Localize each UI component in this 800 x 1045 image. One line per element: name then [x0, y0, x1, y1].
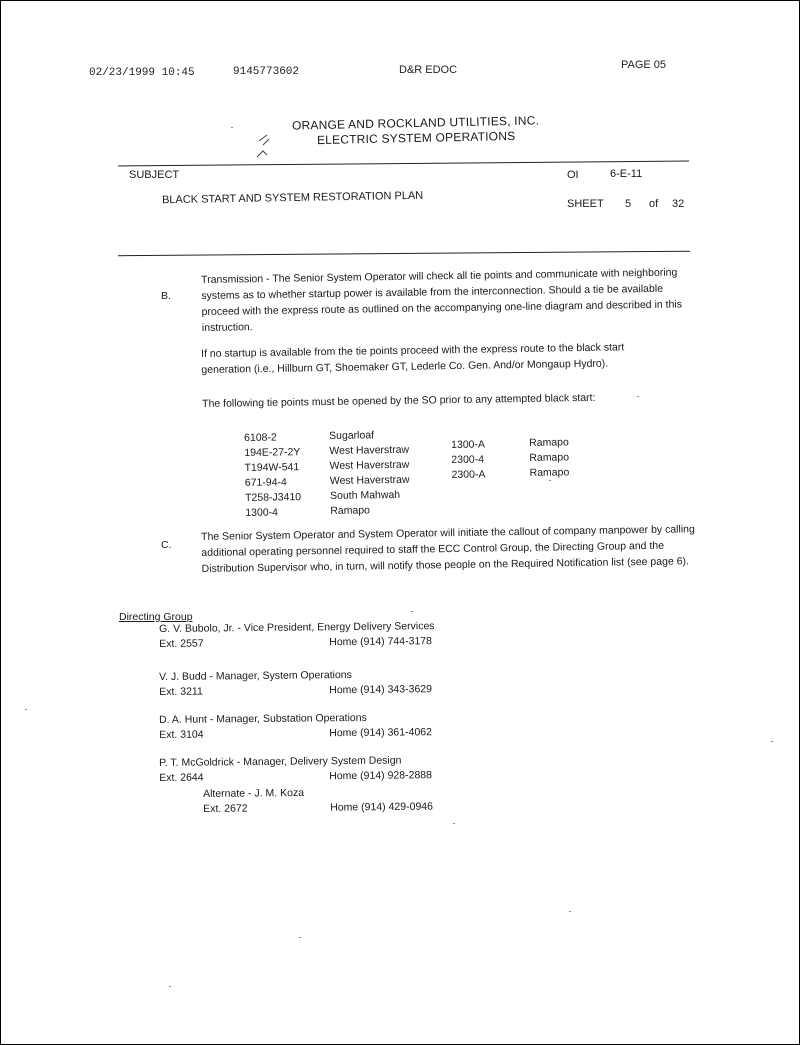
- contact-name: G. V. Bubolo, Jr. - Vice President, Energy Delivery Services: [159, 620, 435, 635]
- contact-ext: Ext. 3104: [159, 728, 204, 741]
- contact-ext: Ext. 2557: [159, 637, 204, 650]
- section-b-paragraph-1: Transmission - The Senior System Operator will check all tie points and communicate with neighboring systems as to whether startup power is available from the interconnection. Should a tie be available proceed with the express route as outlined on the accompanying one-line diagram and described in this instruction.: [201, 266, 683, 334]
- contact-budd: [159, 668, 433, 701]
- contact-ext-row: [159, 726, 433, 744]
- contact-ext-row: [159, 683, 433, 701]
- contact-mcgoldrick: [159, 754, 433, 787]
- contact-ext-row: [203, 800, 434, 818]
- tie-point-id: T194W-541: [244, 461, 300, 474]
- contact-ext: Ext. 2672: [203, 802, 248, 815]
- scan-speck: [637, 396, 639, 397]
- tie-point-id: 1300-4: [245, 506, 279, 519]
- section-c-paragraph: The Senior System Operator and System Operator will initiate the callout of company manpower by calling additional operating personnel required to staff the ECC Control Group, the Directing Group and the Distribution Supervisor who, in turn, will notify those people on the Required Notification list (see page 6).: [201, 523, 695, 575]
- contact-bubolo: [159, 620, 435, 653]
- sheet-label: SHEET: [567, 198, 604, 210]
- tie-point-id: 1300-A: [451, 438, 486, 451]
- scan-speck: [411, 611, 413, 612]
- tie-point-id: 671-94-4: [244, 476, 287, 489]
- tie-point-location: West Haverstraw: [329, 458, 410, 472]
- tie-point-location: Ramapo: [529, 436, 569, 449]
- tie-points-left-ids: [244, 430, 301, 521]
- scan-speck: [569, 911, 571, 912]
- section-b-paragraph-3: The following tie points must be opened by the SO prior to any attempted black start:: [202, 391, 596, 410]
- contact-home-phone: Home (914) 343-3629: [329, 683, 433, 697]
- contact-ext: Ext. 3211: [159, 685, 203, 698]
- header-top-rule: [118, 161, 689, 167]
- scan-speck: [25, 709, 27, 710]
- sheet-number: 5: [625, 198, 632, 210]
- tie-point-location: Sugarloaf: [329, 429, 375, 442]
- contact-home-phone: Home (914) 744-3178: [329, 635, 433, 649]
- scan-speck: [169, 986, 171, 987]
- scan-speck: [453, 823, 455, 824]
- section-b-paragraph-2: If no startup is available from the tie points proceed with the express route to the black start generation (i.e., Hillburn GT, Shoemaker GT, Lederle Co. Gen. And/or Mongaup Hydro).: [201, 341, 625, 376]
- contact-name: P. T. McGoldrick - Manager, Delivery System Design: [159, 754, 402, 769]
- contact-home-phone: Home (914) 429-0946: [330, 800, 434, 814]
- contact-name: Alternate - J. M. Koza: [203, 786, 305, 800]
- contact-name: D. A. Hunt - Manager, Substation Operations: [159, 711, 367, 726]
- tie-point-id: 2300-4: [451, 453, 485, 466]
- fax-page-number: PAGE 05: [621, 59, 667, 71]
- tie-points-right-locations: [529, 435, 569, 481]
- fax-phone: 9145773602: [233, 66, 300, 78]
- section-b-label: B.: [161, 290, 171, 302]
- tie-point-location: Ramapo: [529, 466, 570, 479]
- contact-alternate-koza: [203, 786, 434, 818]
- tie-points-right-ids: [451, 437, 486, 483]
- fax-dept: D&R EDOC: [399, 64, 458, 76]
- tie-point-location: Ramapo: [330, 504, 371, 517]
- document-title: BLACK START AND SYSTEM RESTORATION PLAN: [161, 189, 424, 207]
- scan-speck: [771, 741, 773, 742]
- section-c-label: C.: [161, 539, 172, 551]
- subject-label: SUBJECT: [129, 169, 180, 181]
- tie-point-location: South Mahwah: [329, 488, 401, 502]
- company-name: ORANGE AND ROCKLAND UTILITIES, INC.: [291, 113, 540, 133]
- sheet-total: 32: [672, 198, 685, 210]
- tie-point-location: Ramapo: [529, 451, 570, 464]
- tie-point-id: 2300-A: [451, 468, 486, 481]
- fax-datetime: 02/23/1999 10:45: [89, 67, 195, 79]
- oi-number: 6-E-11: [610, 168, 643, 180]
- header-bottom-rule: [118, 251, 690, 256]
- contact-home-phone: Home (914) 361-4062: [329, 726, 433, 740]
- tie-point-id: 194E-27-2Y: [244, 446, 301, 459]
- directing-group-heading: Directing Group: [119, 611, 193, 623]
- oi-label: OI: [567, 169, 579, 181]
- company-division: ELECTRIC SYSTEM OPERATIONS: [316, 128, 516, 148]
- sheet-of-label: of: [649, 198, 659, 210]
- scan-speck: [299, 937, 301, 938]
- contact-ext-row: [159, 635, 435, 653]
- pen-mark-icon: [253, 129, 283, 161]
- contact-hunt: [159, 711, 433, 744]
- scan-speck: [231, 127, 233, 128]
- tie-point-location: West Haverstraw: [329, 473, 410, 487]
- tie-point-id: T258-J3410: [244, 491, 302, 504]
- tie-point-id: 6108-2: [244, 431, 277, 444]
- contact-name: V. J. Budd - Manager, System Operations: [159, 668, 352, 683]
- contact-ext: Ext. 2644: [159, 771, 204, 784]
- contact-home-phone: Home (914) 928-2888: [329, 769, 433, 783]
- tie-points-left-locations: [329, 428, 410, 519]
- tie-point-location: West Haverstraw: [329, 443, 410, 457]
- contact-ext-row: [159, 769, 433, 787]
- scan-speck: [549, 480, 551, 481]
